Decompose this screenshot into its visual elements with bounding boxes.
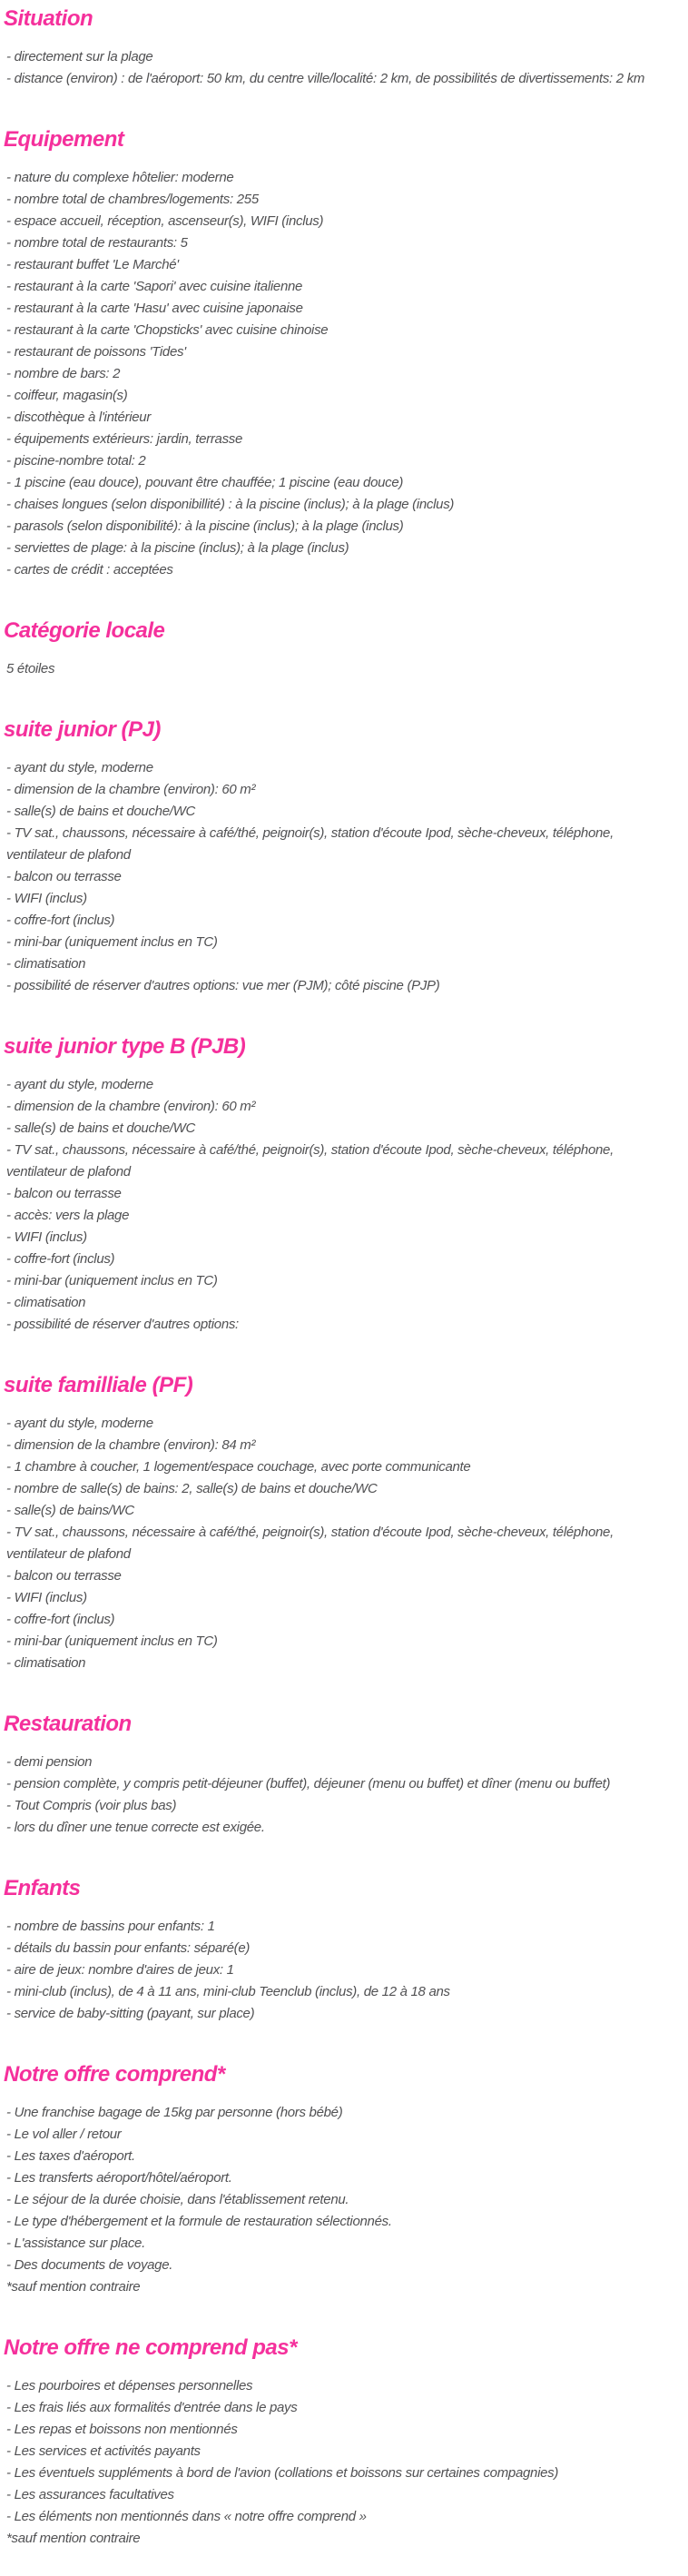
section-categorie-locale <box>4 617 673 680</box>
list-item: - salle(s) de bains/WC <box>6 1503 134 1518</box>
list-item: - climatisation <box>6 1655 86 1671</box>
list-item: - TV sat., chaussons, nécessaire à café/thé, peignoir(s), station d'écoute Ipod, sèche-cheveux, téléphone, ventilateur de plafond <box>6 825 614 863</box>
section-title-equipement: Equipement <box>4 127 124 152</box>
list-item: - possibilité de réserver d'autres options: vue mer (PJM); côté piscine (PJP) <box>6 978 440 993</box>
section-suite-junior-pj <box>4 716 673 997</box>
section-enfants <box>4 1875 673 2025</box>
list-item: - nombre de bars: 2 <box>6 366 121 381</box>
section-title-suite-familliale-pf: suite familliale (PF) <box>4 1373 193 1397</box>
list-item: - L'assistance sur place. <box>6 2235 145 2251</box>
list-item: *sauf mention contraire <box>6 2531 141 2546</box>
section-title-situation: Situation <box>4 6 93 31</box>
list-item: - Le séjour de la durée choisie, dans l'établissement retenu. <box>6 2192 349 2207</box>
section-restauration <box>4 1711 673 1839</box>
section-title-notre-offre-ne-comprend-pas: Notre offre ne comprend pas* <box>4 2335 297 2360</box>
list-item: - Les services et activités payants <box>6 2443 201 2459</box>
list-item: - distance (environ) : de l'aéroport: 50 km, du centre ville/localité: 2 km, de possibilités de divertissements: 2 km <box>6 71 645 86</box>
list-item: - climatisation <box>6 956 86 972</box>
section-items-notre-offre-ne-comprend-pas <box>4 2375 673 2550</box>
section-items-suite-junior-type-b-pjb <box>4 1074 673 1336</box>
list-item: *sauf mention contraire <box>6 2279 141 2295</box>
list-item: - ayant du style, moderne <box>6 1416 153 1431</box>
list-item: - nature du complexe hôtelier: moderne <box>6 170 234 185</box>
section-items-restauration <box>4 1752 673 1839</box>
list-item: - balcon ou terrasse <box>6 869 122 884</box>
list-item: - lors du dîner une tenue correcte est exigée. <box>6 1820 265 1835</box>
section-title-enfants: Enfants <box>4 1876 81 1900</box>
section-items-categorie-locale <box>4 658 673 680</box>
list-item: - Les éléments non mentionnés dans « notre offre comprend » <box>6 2509 367 2524</box>
list-item: - demi pension <box>6 1754 93 1770</box>
list-item: - Les éventuels suppléments à bord de l'avion (collations et boissons sur certaines compagnies) <box>6 2465 559 2481</box>
list-item: - Les transferts aéroport/hôtel/aéroport. <box>6 2170 232 2186</box>
list-item: - service de baby-sitting (payant, sur place) <box>6 2006 255 2021</box>
list-item: - coiffeur, magasin(s) <box>6 388 128 403</box>
list-item: - Les pourboires et dépenses personnelles <box>6 2378 253 2393</box>
list-item: - Tout Compris (voir plus bas) <box>6 1798 177 1813</box>
section-title-categorie-locale: Catégorie locale <box>4 618 165 643</box>
list-item: - coffre-fort (inclus) <box>6 1251 115 1267</box>
list-item: - nombre de salle(s) de bains: 2, salle(s) de bains et douche/WC <box>6 1481 378 1496</box>
list-item: - aire de jeux: nombre d'aires de jeux: 1 <box>6 1962 234 1978</box>
list-item: - TV sat., chaussons, nécessaire à café/thé, peignoir(s), station d'écoute Ipod, sèche-cheveux, téléphone, ventilateur de plafond <box>6 1142 614 1179</box>
list-item: - dimension de la chambre (environ): 60 m² <box>6 1099 256 1114</box>
list-item: - ayant du style, moderne <box>6 1077 153 1092</box>
list-item: - restaurant à la carte 'Chopsticks' avec cuisine chinoise <box>6 322 329 338</box>
list-item: - restaurant de poissons 'Tides' <box>6 344 186 360</box>
list-item: - restaurant buffet 'Le Marché' <box>6 257 179 272</box>
list-item: - restaurant à la carte 'Sapori' avec cuisine italienne <box>6 279 303 294</box>
list-item: - nombre total de chambres/logements: 255 <box>6 192 259 207</box>
list-item: - coffre-fort (inclus) <box>6 913 115 928</box>
list-item: - accès: vers la plage <box>6 1208 130 1223</box>
section-equipement <box>4 126 673 581</box>
section-items-equipement <box>4 167 673 581</box>
list-item: - cartes de crédit : acceptées <box>6 562 173 577</box>
section-items-suite-junior-pj <box>4 757 673 997</box>
section-items-suite-familliale-pf <box>4 1413 673 1674</box>
list-item: - Le vol aller / retour <box>6 2127 122 2142</box>
list-item: - serviettes de plage: à la piscine (inclus); à la plage (inclus) <box>6 540 349 556</box>
section-title-suite-junior-type-b-pjb: suite junior type B (PJB) <box>4 1034 246 1059</box>
list-item: - TV sat., chaussons, nécessaire à café/thé, peignoir(s), station d'écoute Ipod, sèche-cheveux, téléphone, ventilateur de plafond <box>6 1525 614 1562</box>
list-item: - détails du bassin pour enfants: séparé(e) <box>6 1940 251 1956</box>
list-item: - salle(s) de bains et douche/WC <box>6 804 195 819</box>
list-item: - 1 chambre à coucher, 1 logement/espace couchage, avec porte communicante <box>6 1459 471 1475</box>
list-item: - WIFI (inclus) <box>6 1229 87 1245</box>
section-suite-junior-type-b-pjb <box>4 1033 673 1336</box>
list-item: - Une franchise bagage de 15kg par personne (hors bébé) <box>6 2105 343 2120</box>
list-item: - dimension de la chambre (environ): 60 m² <box>6 782 256 797</box>
list-item: - Les taxes d'aéroport. <box>6 2148 135 2164</box>
list-item: - espace accueil, réception, ascenseur(s), WIFI (inclus) <box>6 213 324 229</box>
list-item: - restaurant à la carte 'Hasu' avec cuisine japonaise <box>6 301 303 316</box>
list-item: - 1 piscine (eau douce), pouvant être chauffée; 1 piscine (eau douce) <box>6 475 404 490</box>
list-item: - mini-bar (uniquement inclus en TC) <box>6 934 218 950</box>
list-item: - WIFI (inclus) <box>6 891 87 906</box>
list-item: - pension complète, y compris petit-déjeuner (buffet), déjeuner (menu ou buffet) et dîner (menu ou buffet) <box>6 1776 611 1791</box>
list-item: - climatisation <box>6 1295 86 1310</box>
list-item: - Les assurances facultatives <box>6 2487 174 2502</box>
list-item: - nombre total de restaurants: 5 <box>6 235 188 251</box>
list-item: 5 étoiles <box>6 661 55 676</box>
section-situation <box>4 5 673 90</box>
list-item: - dimension de la chambre (environ): 84 m² <box>6 1437 256 1453</box>
list-item: - discothèque à l'intérieur <box>6 410 152 425</box>
list-item: - directement sur la plage <box>6 49 153 64</box>
list-item: - Les repas et boissons non mentionnés <box>6 2422 238 2437</box>
list-item: - salle(s) de bains et douche/WC <box>6 1120 195 1136</box>
list-item: - ayant du style, moderne <box>6 760 153 775</box>
list-item: - équipements extérieurs: jardin, terrasse <box>6 431 243 447</box>
list-item: - nombre de bassins pour enfants: 1 <box>6 1919 215 1934</box>
section-title-suite-junior-pj: suite junior (PJ) <box>4 717 161 742</box>
section-suite-familliale-pf <box>4 1372 673 1674</box>
list-item: - balcon ou terrasse <box>6 1186 122 1201</box>
list-item: - mini-bar (uniquement inclus en TC) <box>6 1633 218 1649</box>
section-items-enfants <box>4 1916 673 2025</box>
list-item: - mini-club (inclus), de 4 à 11 ans, mini-club Teenclub (inclus), de 12 à 18 ans <box>6 1984 450 1999</box>
list-item: - WIFI (inclus) <box>6 1590 87 1605</box>
list-item: - mini-bar (uniquement inclus en TC) <box>6 1273 218 1288</box>
list-item: - Le type d'hébergement et la formule de restauration sélectionnés. <box>6 2214 392 2229</box>
list-item: - piscine-nombre total: 2 <box>6 453 146 469</box>
section-items-notre-offre-comprend <box>4 2102 673 2298</box>
section-notre-offre-comprend <box>4 2061 673 2298</box>
list-item: - Des documents de voyage. <box>6 2257 173 2273</box>
section-title-restauration: Restauration <box>4 1712 132 1736</box>
section-notre-offre-ne-comprend-pas <box>4 2334 673 2550</box>
list-item: - coffre-fort (inclus) <box>6 1612 115 1627</box>
list-item: - Les frais liés aux formalités d'entrée dans le pays <box>6 2400 298 2415</box>
list-item: - parasols (selon disponibilité): à la piscine (inclus); à la plage (inclus) <box>6 518 404 534</box>
list-item: - chaises longues (selon disponibillité) : à la piscine (inclus); à la plage (inclus) <box>6 497 455 512</box>
section-items-situation <box>4 46 673 90</box>
list-item: - balcon ou terrasse <box>6 1568 122 1584</box>
list-item: - possibilité de réserver d'autres options: <box>6 1317 239 1332</box>
section-title-notre-offre-comprend: Notre offre comprend* <box>4 2062 225 2087</box>
